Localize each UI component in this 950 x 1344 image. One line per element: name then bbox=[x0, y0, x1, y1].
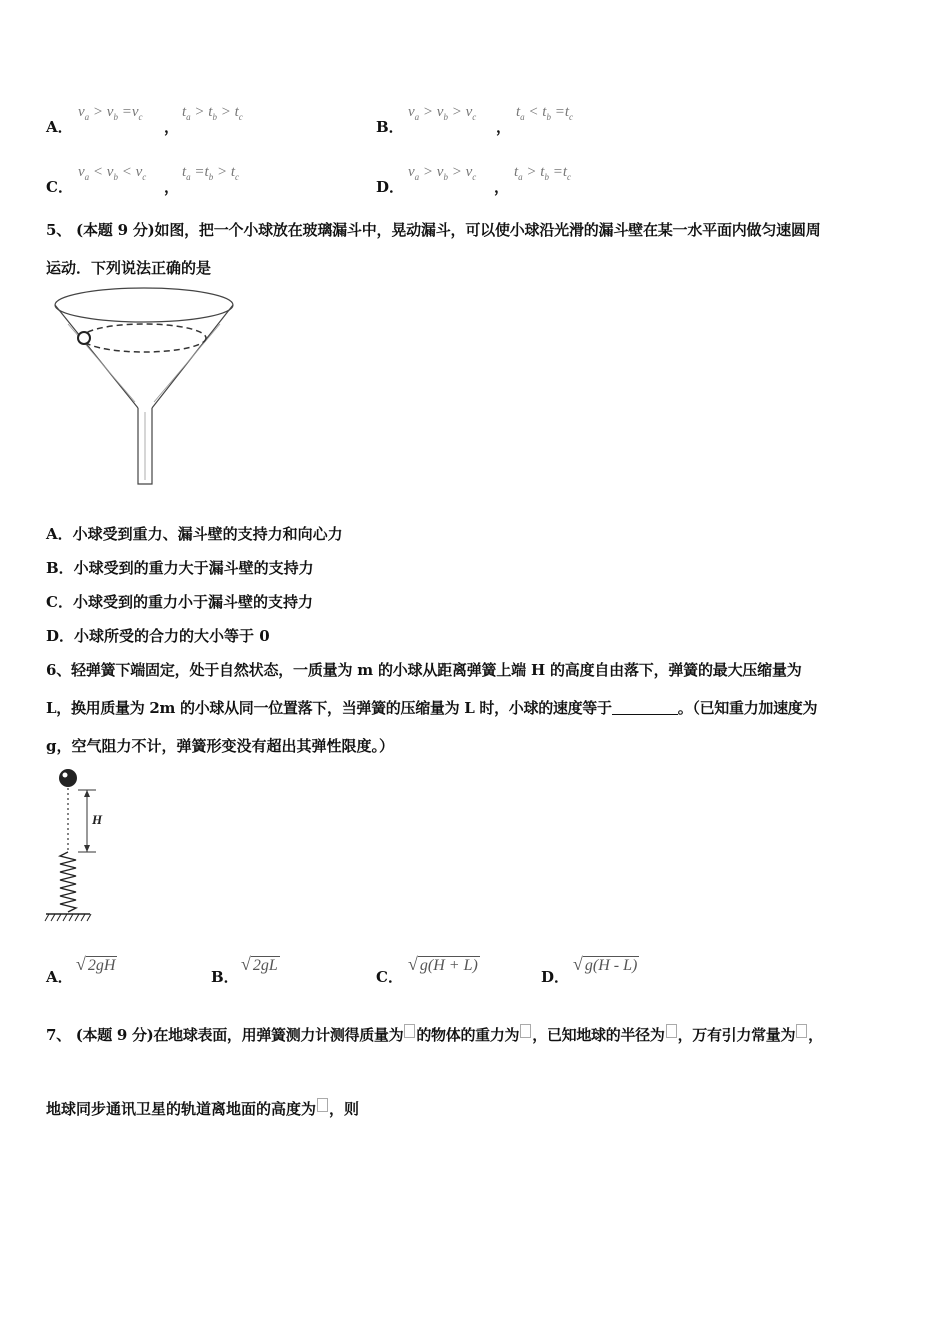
q6-stem-line1: 6、轻弹簧下端固定，处于自然状态，一质量为 m 的小球从距离弹簧上端 H 的高度自由落下，弹簧的最大压缩量为 bbox=[46, 661, 802, 679]
spring-figure bbox=[44, 766, 124, 926]
formula-v: $v_a < v_b < v_c$ bbox=[78, 164, 147, 182]
placeholder-box bbox=[666, 1024, 677, 1038]
formula-v: $v_a > v_b > v_c$ bbox=[408, 164, 477, 182]
option-label: D． bbox=[376, 178, 405, 196]
formula-v: $v_a > v_b =v_c$ bbox=[78, 104, 143, 122]
q5-option-c: C．小球受到的重力小于漏斗壁的支持力 bbox=[46, 593, 313, 611]
placeholder-box bbox=[520, 1024, 531, 1038]
sqrt-expression: √ 2gH bbox=[76, 954, 116, 974]
q7-stem-line2: 地球同步通讯卫星的轨道离地面的高度为 ，则 bbox=[46, 1100, 360, 1118]
q6-stem-line2-b: 。（已知重力加速度为 bbox=[677, 699, 818, 717]
formula-t: $t_a < t_b =t_c$ bbox=[516, 104, 574, 122]
height-label: H bbox=[92, 812, 103, 827]
formula-t: $t_a =t_b > t_c$ bbox=[182, 164, 240, 182]
q7-stem-line1: 7、 (本题 9 分)在地球表面，用弹簧测力计测得质量为 的物体的重力为 ，已知地球的半径为 ，万有引力常量为 ， bbox=[46, 1026, 823, 1044]
q5-stem-line2: 运动．下列说法正确的是 bbox=[46, 259, 212, 277]
q6-stem-line3: g，空气阻力不计，弹簧形变没有超出其弹性限度。） bbox=[46, 737, 394, 755]
q6-stem-line2 bbox=[46, 698, 817, 718]
sqrt-expression: √ g(H + L) bbox=[408, 954, 478, 974]
funnel-figure bbox=[50, 284, 240, 490]
sqrt-expression: √ 2gL bbox=[241, 954, 278, 974]
q5-option-a: A．小球受到重力、漏斗壁的支持力和向心力 bbox=[46, 525, 343, 543]
placeholder-box bbox=[404, 1024, 415, 1038]
sqrt-expression: √ g(H - L) bbox=[573, 954, 638, 974]
option-label: A． bbox=[46, 118, 73, 136]
formula-v: $v_a > v_b > v_c$ bbox=[408, 104, 477, 122]
q5-option-d: D．小球所受的合力的大小等于 0 bbox=[46, 627, 270, 645]
q5-option-b: B．小球受到的重力大于漏斗壁的支持力 bbox=[46, 559, 314, 577]
q6-stem-line2-a: L，换用质量为 2m 的小球从同一位置落下，当弹簧的压缩量为 L 时，小球的速度等于 bbox=[46, 699, 612, 717]
placeholder-box bbox=[796, 1024, 807, 1038]
option-label: C． bbox=[46, 178, 73, 196]
q5-stem-line1: 5、 (本题 9 分)如图，把一个小球放在玻璃漏斗中，晃动漏斗，可以使小球沿光滑的漏斗壁在某一水平面内做匀速圆周 bbox=[46, 221, 821, 239]
answer-blank bbox=[612, 700, 678, 715]
formula-t: $t_a > t_b > t_c$ bbox=[182, 104, 243, 122]
formula-t: $t_a > t_b =t_c$ bbox=[514, 164, 572, 182]
option-label: B． bbox=[376, 118, 404, 136]
placeholder-box bbox=[317, 1098, 328, 1112]
